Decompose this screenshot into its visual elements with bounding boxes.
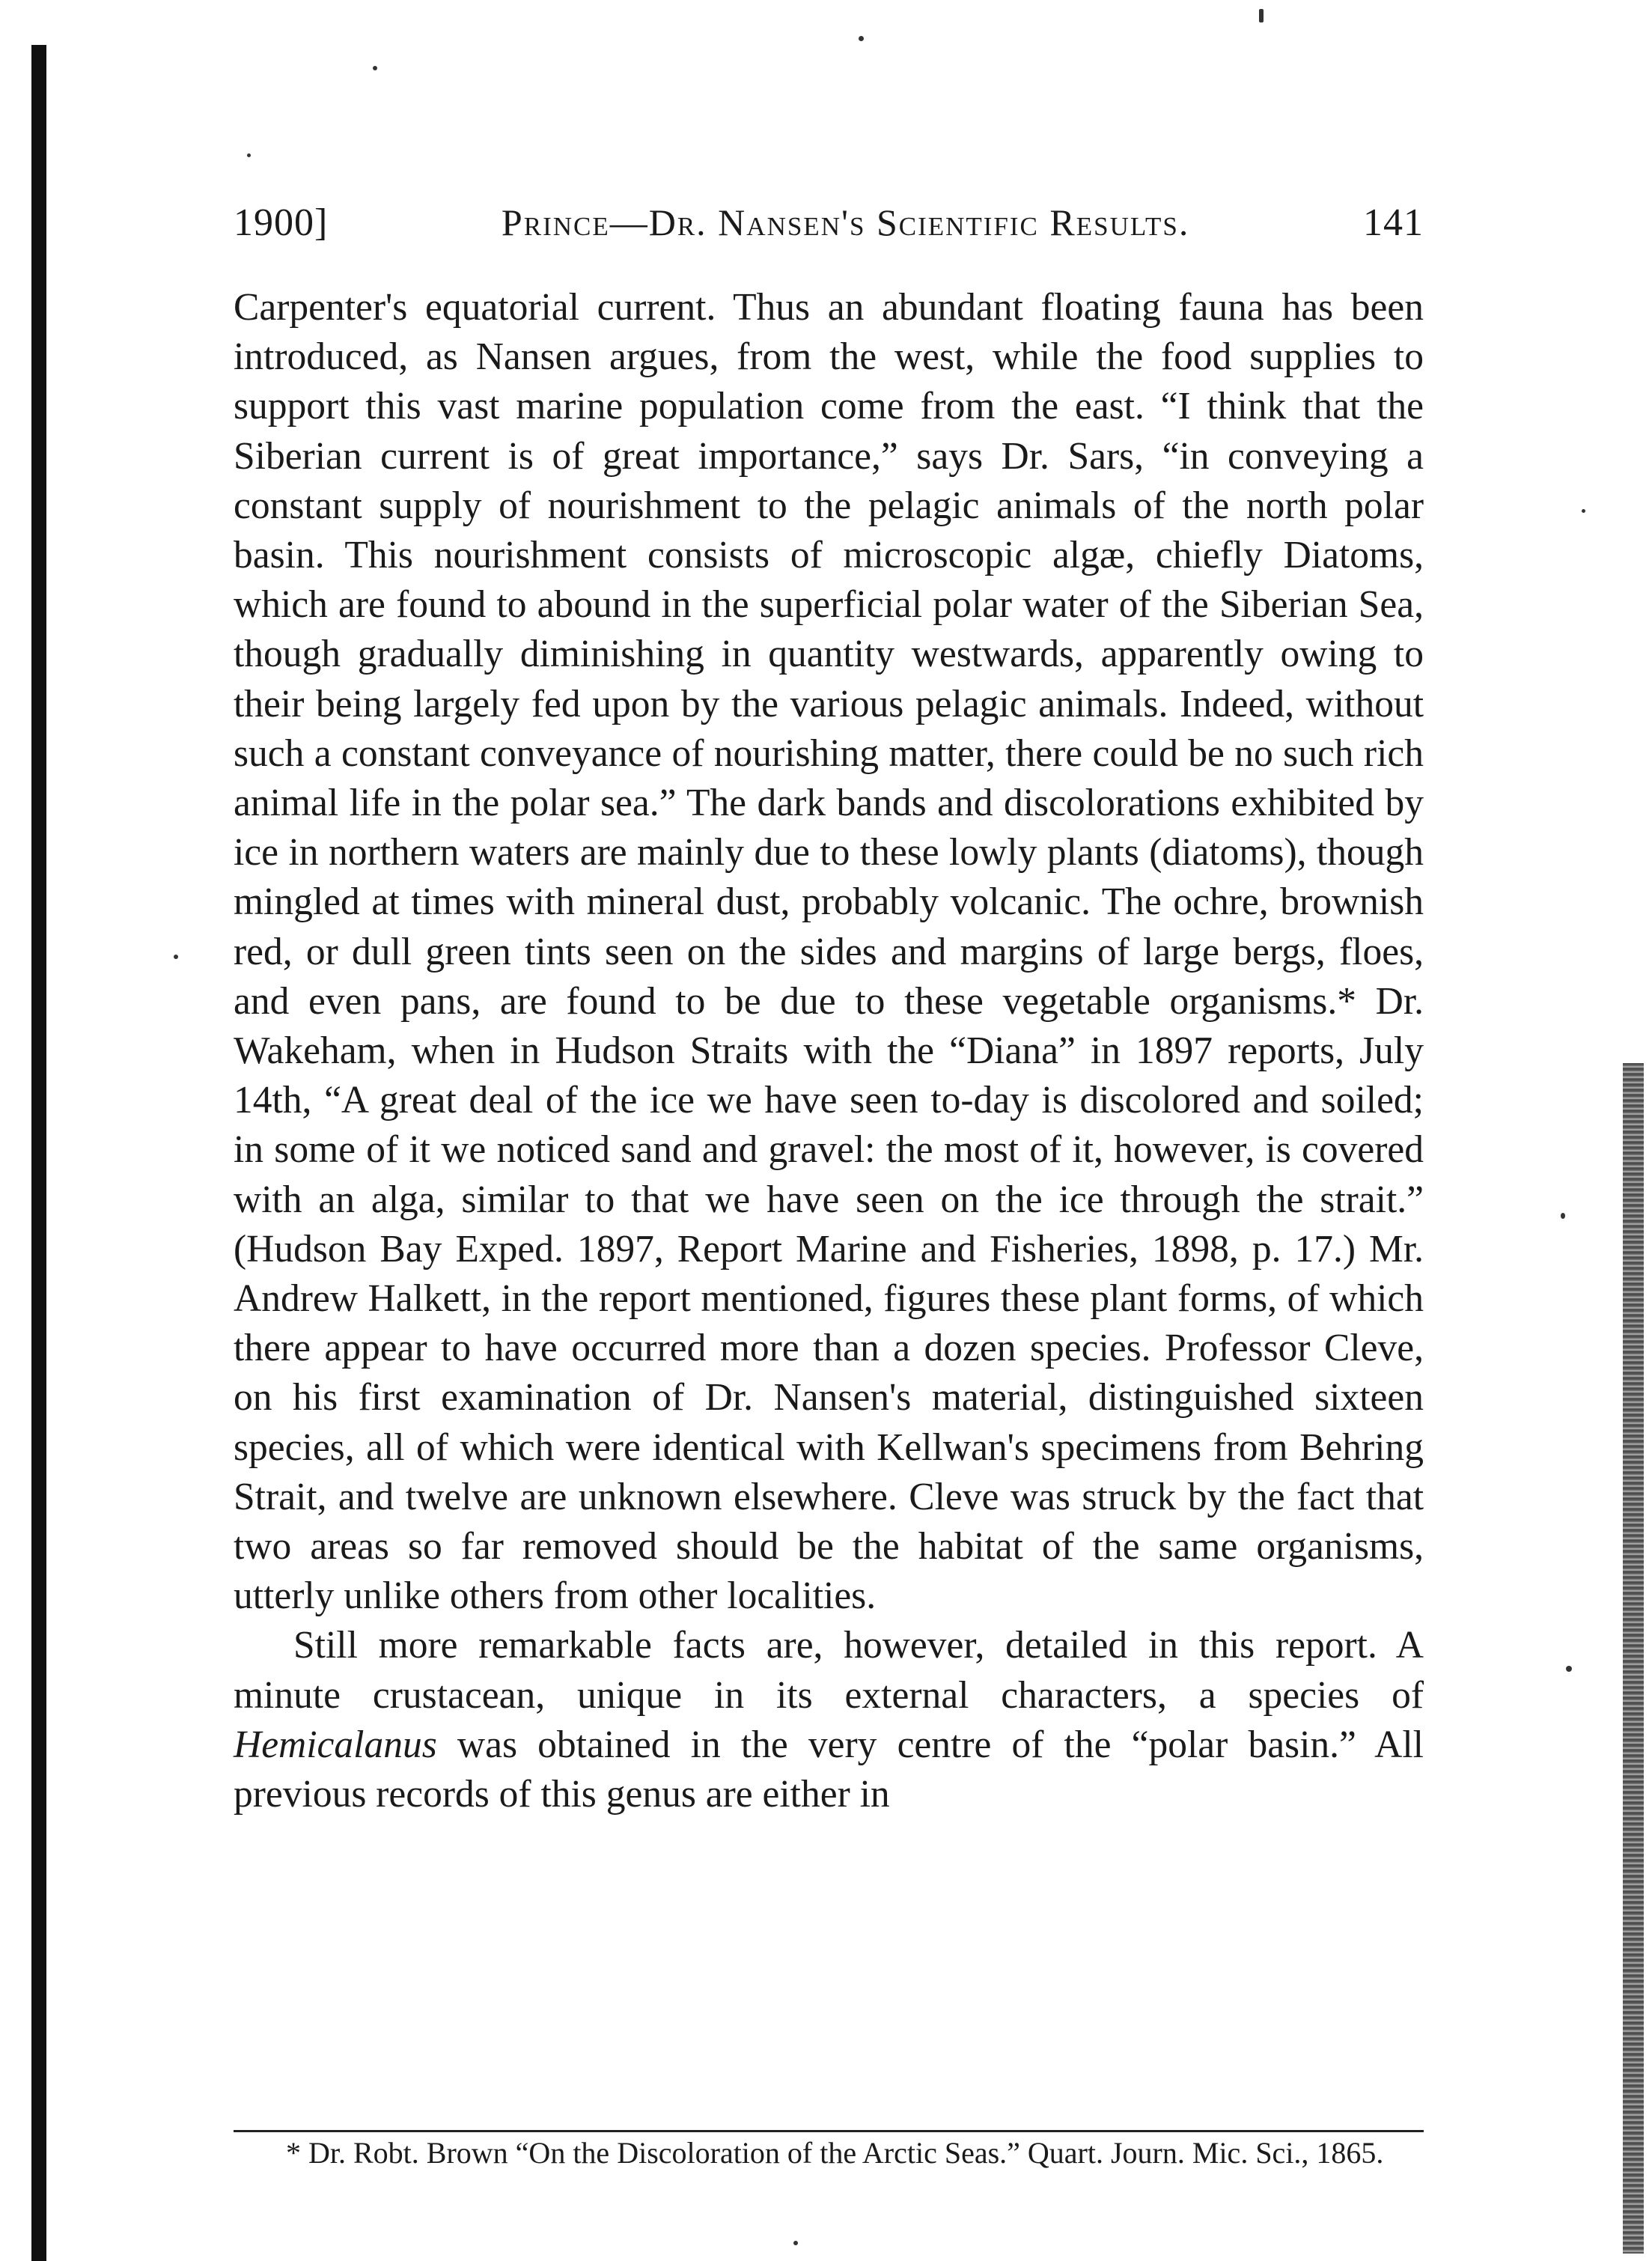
page-edge-shadow-left [31, 45, 46, 2261]
footnote [234, 2135, 1424, 2171]
speck [1582, 509, 1585, 513]
speck [373, 66, 377, 70]
speck [1259, 9, 1264, 22]
paragraph: Carpenter's equatorial current. Thus an abundant floating fauna has been introduced, as Nansen argues, from the west, while the food supplies to support this vast marine population come from the east. “I think that the Siberian current is of great importance,” says Dr. Sars, “in conveying a constant supply of nourishment to the pelagic animals of the north polar basin. This nourishment consists of microscopic algæ, chiefly Diatoms, which are found to abound in the superficial polar water of the Siberian Sea, though gradually diminishing in quantity westwards, apparently owing to their being largely fed upon by the various pelagic animals. Indeed, without such a constant conveyance of nourishing matter, there could be no such rich animal life in the polar sea.” The dark bands and discolorations exhibited by ice in northern waters are mainly due to these lowly plants (diatoms), though mingled at times with mineral dust, probably volcanic. The ochre, brownish red, or dull green tints seen on the sides and margins of large bergs, floes, and even pans, are found to be due to these vegetable organisms.* Dr. Wakeham, when in Hudson Straits with the “Diana” in 1897 reports, July 14th, “A great deal of the ice we have seen to-day is discolored and soiled; in some of it we noticed sand and gravel: the most of it, however, is covered with an alga, similar to that we have seen on the ice through the strait.” (Hudson Bay Exped. 1897, Report Marine and Fisheries, 1898, p. 17.) Mr. Andrew Halkett, in the report mentioned, figures these plant forms, of which there appear to have occurred more than a dozen species. Professor Cleve, on his first examination of Dr. Nansen's material, distinguished sixteen species, all of which were identical with Kellwan's specimens from Behring Strait, and twelve are unknown elsewhere. Cleve was struck by the fact that two areas so far removed should be the habitat of the same organisms, utterly unlike others from other localities. [234, 286, 1424, 1618]
page-number: 141 [1362, 201, 1424, 244]
paragraph [234, 1621, 1424, 1819]
speck [247, 153, 251, 157]
paragraph-text: Still more remarkable facts are, however, detailed in this report. A minute crustacean, unique in its external characters, a species of [234, 1624, 1424, 1717]
speck [174, 955, 178, 959]
speck [793, 2241, 798, 2245]
page-edge-shadow-right [1623, 1063, 1644, 2254]
paragraph-text: was obtained in the very centre of the “polar basin.” All previous records of this genus are either in [234, 1723, 1424, 1816]
speck [859, 36, 864, 41]
speck [1561, 1213, 1565, 1219]
genus-name: Hemicalanus [234, 1723, 437, 1766]
footnote-divider [234, 2130, 1424, 2132]
header-year: 1900] [234, 201, 329, 244]
speck [1566, 1666, 1572, 1672]
article-body [234, 283, 1424, 1819]
footnote-text: * Dr. Robt. Brown “On the Discoloration of the Arctic Seas.” Quart. Journ. Mic. Sci., 1865. [286, 2136, 1384, 2170]
header-title: Prince—Dr. Nansen's Scientific Results. [501, 201, 1190, 243]
running-head [234, 201, 1424, 261]
